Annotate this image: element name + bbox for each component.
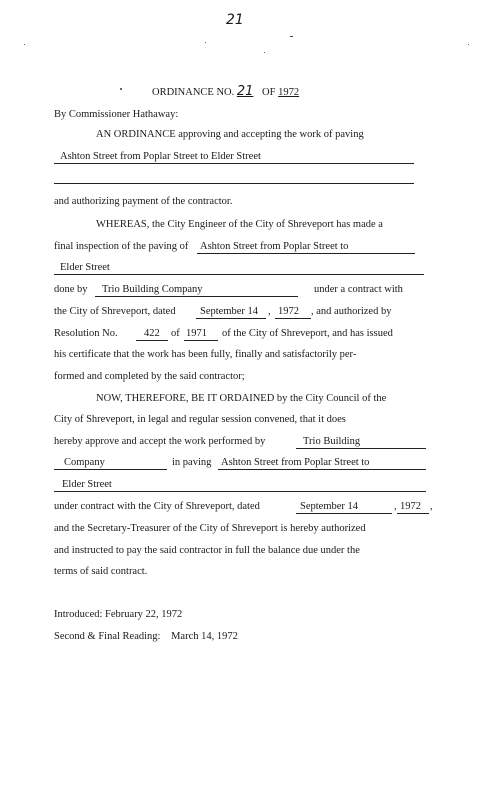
ordinance-of: OF [262, 87, 276, 98]
resolution-year-underline [184, 340, 218, 341]
scan-speck [24, 44, 25, 45]
whereas-line-1: WHEREAS, the City Engineer of the City of Shreveport has made a [96, 219, 383, 230]
final-reading-date: March 14, 1972 [171, 631, 238, 642]
year-underline [275, 318, 311, 319]
scan-speck [264, 52, 265, 53]
scan-speck [205, 42, 206, 43]
whereas-dated-prefix: the City of Shreveport, dated [54, 306, 176, 317]
now-line-3-prefix: hereby approve and accept the work performed by [54, 436, 266, 447]
resolution-underline [136, 340, 168, 341]
whereas-line-2 [54, 241, 188, 253]
ordinance-year: 1972 [278, 87, 300, 98]
resolution-year: 1971 [186, 328, 207, 339]
street-underline [218, 469, 426, 470]
now-line-1: NOW, THEREFORE, BE IT ORDAINED by the City Council of the [96, 393, 387, 404]
street-underline [197, 253, 415, 254]
contractor-underline [54, 469, 167, 470]
now-contract-date: September 14 [300, 501, 359, 512]
contractor-underline [296, 448, 426, 449]
now-in-paving: in paving [172, 457, 212, 468]
contractor-underline [95, 296, 298, 297]
scan-speck [468, 44, 469, 45]
street-underline [54, 163, 414, 164]
introduced-date: February 22, 1972 [105, 609, 183, 620]
ordinance-number: 21 [236, 84, 254, 99]
whereas-street-part-1: Ashton Street from Poplar Street to [200, 241, 349, 252]
whereas-line-8: formed and completed by the said contractor; [54, 371, 245, 382]
whereas-contract-with: under a contract with [314, 284, 403, 295]
scan-speck [290, 36, 293, 37]
now-contractor-part-2: Company [64, 457, 105, 468]
date-underline [296, 513, 392, 514]
blank-line [54, 183, 414, 184]
byline: By Commissioner Hathaway: [54, 109, 179, 120]
street-underline [54, 274, 424, 275]
now-street-part-1: Ashton Street from Poplar Street to [221, 457, 370, 468]
whereas-line-6-suffix: of the City of Shreveport, and has issued [222, 328, 393, 339]
street-underline [54, 491, 426, 492]
whereas-line-7: his certificate that the work has been fully, finally and satisfactorily per- [54, 349, 357, 360]
whereas-street-part-2: Elder Street [60, 262, 110, 273]
street-name: Ashton Street from Poplar Street to Elder Street [60, 151, 261, 162]
now-line-8: and instructed to pay the said contractor in full the balance due under the [54, 545, 360, 556]
now-dated-prefix: under contract with the City of Shreveport, dated [54, 501, 260, 512]
final-reading-label: Second & Final Reading: [54, 631, 161, 642]
whereas-line-2-prefix: final inspection of the paving of [54, 241, 189, 252]
introduced-label: Introduced: [54, 609, 103, 620]
now-contractor-part-1: Trio Building [303, 436, 361, 447]
now-street-part-2: Elder Street [62, 479, 112, 490]
final-reading-row [54, 631, 238, 643]
now-line-9: terms of said contract. [54, 566, 148, 577]
comma: , [430, 501, 433, 512]
whereas-authorized-by: , and authorized by [311, 306, 392, 317]
contract-year: 1972 [278, 306, 299, 317]
now-line-7: and the Secretary-Treasurer of the City of Shreveport is hereby authorized [54, 523, 366, 534]
now-contract-year: 1972 [400, 501, 421, 512]
ordinance-prefix: ORDINANCE NO. [152, 87, 235, 98]
resolution-of: of [171, 328, 180, 339]
scan-speck [120, 88, 122, 90]
authorizing-line: and authorizing payment of the contractor. [54, 196, 233, 207]
contract-date: September 14 [200, 306, 259, 317]
year-underline [397, 513, 429, 514]
comma: , [394, 501, 397, 512]
date-underline [196, 318, 266, 319]
now-line-2: City of Shreveport, in legal and regular session convened, that it does [54, 414, 346, 425]
ordinance-heading [152, 86, 299, 99]
contractor-name: Trio Building Company [102, 284, 203, 295]
whereas-done-by: done by [54, 284, 88, 295]
intro-line: AN ORDINANCE approving and accepting the work of paving [96, 129, 364, 140]
resolution-prefix: Resolution No. [54, 328, 118, 339]
comma: , [268, 306, 271, 317]
page-number: 21 [226, 12, 244, 28]
introduced-row [54, 609, 182, 621]
resolution-number: 422 [144, 328, 160, 339]
